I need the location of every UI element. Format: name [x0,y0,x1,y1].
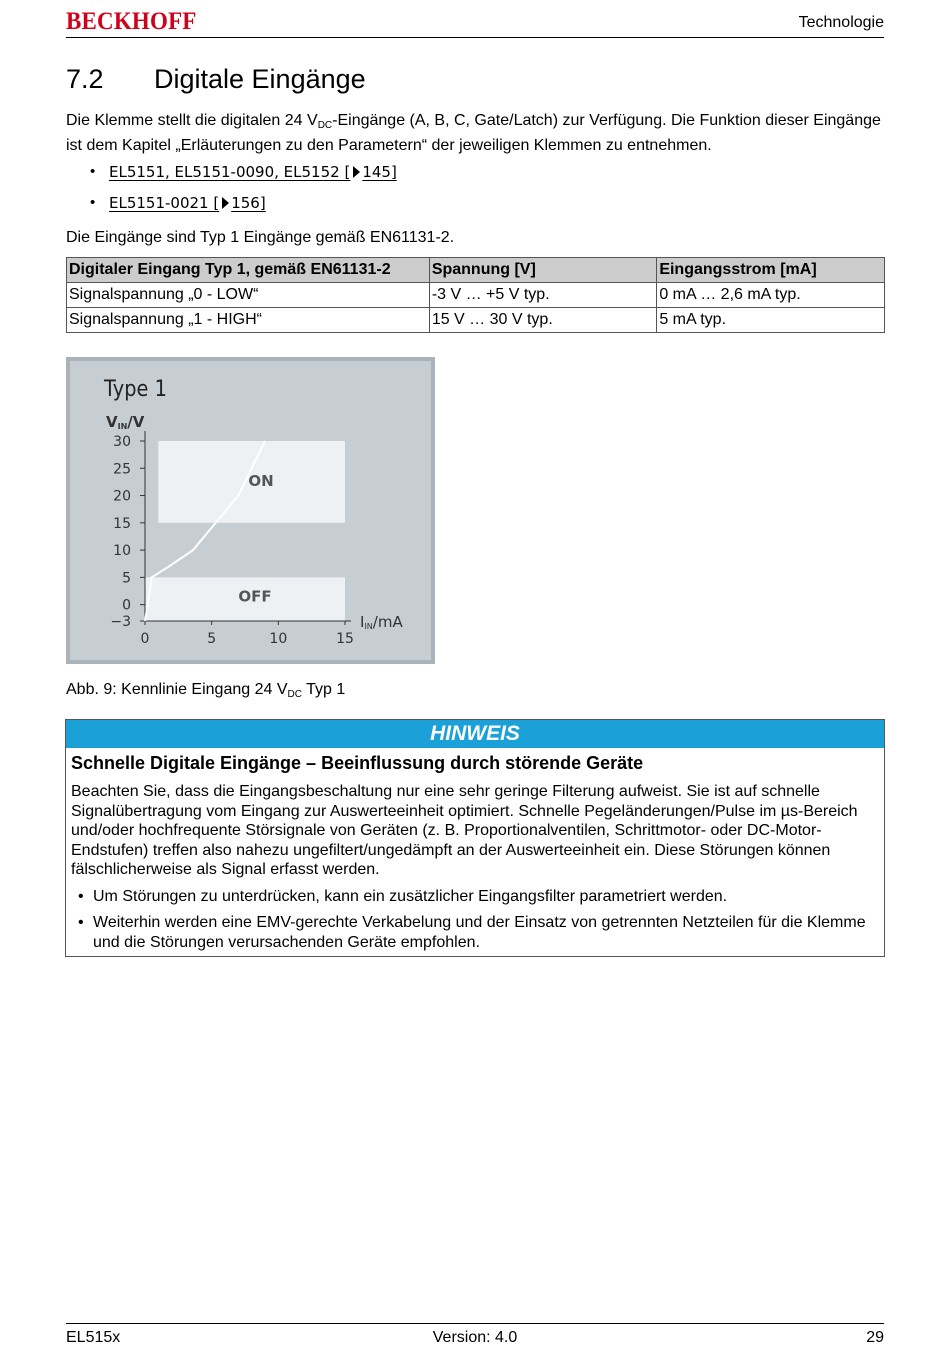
play-arrow-icon [353,166,360,178]
footer-product: EL515x [66,1329,121,1346]
link-page: 145] [362,163,397,181]
table-header: Digitaler Eingang Typ 1, gemäß EN61131-2 [67,258,430,283]
header-rule [66,37,884,38]
list-item: • Um Störungen zu unterdrücken, kann ein zusätzlicher Eingangsfilter parametriert werden. [78,887,878,907]
link-page: 156] [231,194,266,212]
link-list [90,162,397,224]
y-tick-label: 15 [113,515,131,532]
list-item: • Weiterhin werden eine EMV-gerechte Verkabelung und der Einsatz von getrennten Netzteilen für die Klemme und die Störungen verursachenden Geräte empfohlen. [78,913,878,952]
link-text: EL5151, EL5151-0090, EL5152 [ [109,163,351,181]
section-heading [66,64,366,95]
caption-subscript: DC [287,689,302,700]
table-header: Eingangsstrom [mA] [657,258,885,283]
caption-text-1: Abb. 9: Kennlinie Eingang 24 V [66,681,288,698]
notice-body: Beachten Sie, dass die Eingangsbeschaltung nur eine sehr geringe Filterung aufweist. Sie ist auf schnelle Signalübertragung vom Eingang zur Auswerteeinheit optimiert. Schnelle Pegeländerungen/Pulse im µs-Bereich und/oder hochfrequente Störsignale von Geräten (z. B. Proportionalventilen, Schrittmotor- oder DC-Motor-Endstufen) treffen also nahezu ungefiltert/ungedämpft an der Auswerteeinheit ein. Diese Störungen können fälschlicherweise als Signal erfasst werden. [71,783,858,878]
link-el5151-group[interactable] [109,163,397,181]
y-tick-label: 20 [113,488,131,505]
table-cell: 5 mA typ. [657,308,885,333]
y-tick-label: 5 [122,570,131,587]
link-el5151-0021[interactable] [109,194,266,212]
table-cell: Signalspannung „1 - HIGH“ [67,308,430,333]
table-header: Spannung [V] [429,258,657,283]
table-cell: 15 V … 30 V typ. [429,308,657,333]
table-cell: -3 V … +5 V typ. [429,283,657,308]
footer-rule [66,1323,884,1324]
play-arrow-icon [222,197,229,209]
y-tick-label: 0 [122,597,131,614]
table-row [67,283,885,308]
type-note: Die Eingänge sind Typ 1 Eingänge gemäß EN61131-2. [66,229,455,246]
link-text: EL5151-0021 [ [109,194,220,212]
intro-text-2: -Eingänge (A, B, C, Gate/Latch) zur Verfügung. Die Funktion dieser Eingänge ist dem Kapitel „Erläuterungen zu den Parametern“ der jeweiligen Klemmen zu entnehmen. [66,112,881,154]
table-row [67,308,885,333]
notice-label: HINWEIS [66,720,884,748]
intro-paragraph [66,111,884,156]
table-header-row [67,258,885,283]
input-spec-table [66,257,885,333]
y-tick-label: 25 [113,461,131,478]
x-tick-label: 10 [269,631,288,647]
region-label-off: OFF [238,587,272,606]
section-title: Digitale Eingänge [154,64,366,94]
intro-text-1: Die Klemme stellt die digitalen 24 V [66,112,318,129]
notice-title: Schnelle Digitale Eingänge – Beeinflussung durch störende Geräte [71,753,644,773]
footer-page-number: 29 [866,1329,884,1346]
y-tick-label: 30 [113,434,131,450]
x-tick-label: 5 [207,631,217,647]
notice-box [65,719,885,957]
table-cell: Signalspannung „0 - LOW“ [67,283,430,308]
x-tick-label: 0 [140,631,150,647]
header-section: Technologie [798,14,884,31]
y-tick-label: −3 [110,614,131,630]
x-axis-label: IIN/mA [360,613,403,631]
chart-title: Type 1 [104,375,167,402]
footer-version: Version: 4.0 [432,1329,518,1346]
intro-subscript: DC [317,120,333,131]
region-label-on: ON [248,472,274,490]
notice-bullets [78,913,878,952]
x-tick-label: 15 [336,631,354,647]
table-cell: 0 mA … 2,6 mA typ. [657,283,885,308]
y-axis-label: VIN/V [106,413,145,431]
caption-text-2: Typ 1 [301,681,346,698]
y-tick-label: 10 [113,543,131,560]
notice-bullets [78,887,878,907]
type1-characteristic-chart [66,357,435,664]
list-item [90,162,397,193]
beckhoff-logo: BECKHOFF [66,8,197,35]
section-number: 7.2 [66,64,104,94]
figure-caption [66,681,345,700]
list-item [90,193,397,224]
